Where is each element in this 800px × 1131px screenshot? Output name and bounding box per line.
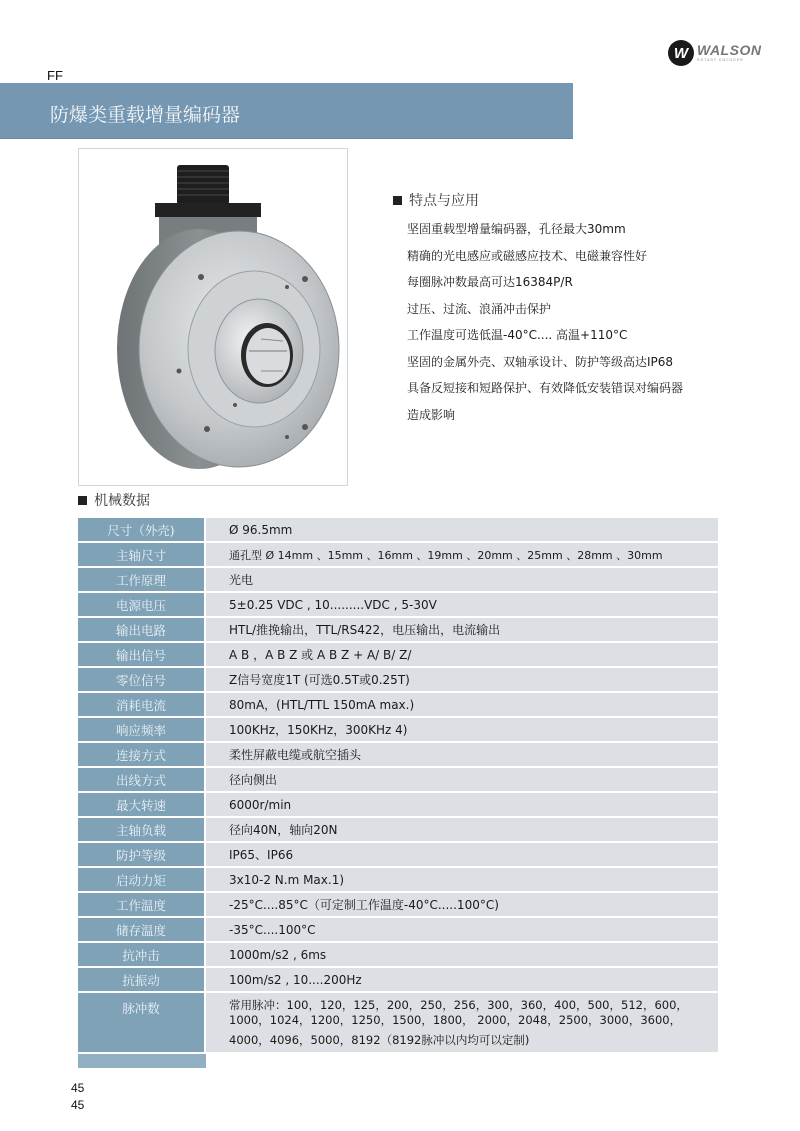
bullet-square-icon <box>393 196 402 205</box>
table-row <box>78 568 718 593</box>
spec-value: Ø 96.5mm <box>206 518 718 541</box>
spec-key: 脉冲数 <box>78 993 206 1052</box>
spec-value: 80mA，(HTL/TTL 150mA max.) <box>206 693 718 716</box>
pulse-line: 常用脉冲：100，120，125，200，250，256，300，360，400，500，512，600， <box>229 998 688 1012</box>
table-row <box>78 843 718 868</box>
pulse-line: 4000，4096，5000，8192（8192脉冲以内均可以定制) <box>229 1033 530 1047</box>
page-title: 防爆类重载增量编码器 <box>50 104 241 126</box>
page-number: 45 <box>71 1081 85 1095</box>
spec-value: 光电 <box>206 568 718 591</box>
spec-key: 抗冲击 <box>78 943 206 966</box>
table-row <box>78 668 718 693</box>
table-row <box>78 743 718 768</box>
table-row <box>78 643 718 668</box>
table-row <box>78 593 718 618</box>
spec-key: 消耗电流 <box>78 693 206 716</box>
spec-key: 抗振动 <box>78 968 206 991</box>
bullet-square-icon <box>78 496 87 505</box>
table-row <box>78 543 718 568</box>
spec-value: 100m/s2 , 10....200Hz <box>206 968 718 991</box>
spec-key: 响应频率 <box>78 718 206 741</box>
spec-value: 100KHz，150KHz，300KHz 4) <box>206 718 718 741</box>
mechanical-heading: 机械数据 <box>94 493 150 509</box>
spec-key: 防护等级 <box>78 843 206 866</box>
table-row <box>78 718 718 743</box>
table-row <box>78 518 718 543</box>
table-tail-decoration <box>78 1054 206 1068</box>
feature-item: 造成影响 <box>407 407 456 422</box>
encoder-illustration-icon <box>79 149 347 485</box>
feature-item: 具备反短接和短路保护、有效降低安装错误对编码器 <box>407 381 684 395</box>
feature-item: 过压、过流、浪涌冲击保护 <box>407 301 552 316</box>
spec-key: 启动力矩 <box>78 868 206 891</box>
table-row <box>78 893 718 918</box>
spec-value: 1000m/s2 , 6ms <box>206 943 718 966</box>
brand-subtitle: ROTARY ENCODER <box>697 58 744 63</box>
spec-key: 输出电路 <box>78 618 206 641</box>
table-row-pulse-count <box>78 993 718 1054</box>
spec-value: A B ，A B Z 或 A B Z + A/ B/ Z/ <box>206 643 718 666</box>
spec-value: 5±0.25 VDC , 10.........VDC , 5-30V <box>206 593 718 616</box>
feature-item: 精确的光电感应或磁感应技术、电磁兼容性好 <box>407 248 648 263</box>
brand-name: WALSON <box>697 42 762 59</box>
table-row <box>78 693 718 718</box>
spec-key: 出线方式 <box>78 768 206 791</box>
table-row <box>78 918 718 943</box>
spec-key: 连接方式 <box>78 743 206 766</box>
series-code: FF <box>47 68 63 83</box>
table-row <box>78 793 718 818</box>
spec-key: 工作原理 <box>78 568 206 591</box>
spec-key: 主轴尺寸 <box>78 543 206 566</box>
spec-value: 径向侧出 <box>206 768 718 791</box>
table-row <box>78 818 718 843</box>
walson-logo <box>668 40 761 66</box>
features-section <box>393 190 683 428</box>
feature-item: 坚固的金属外壳、双轴承设计、防护等级高达IP68 <box>407 354 674 369</box>
spec-key: 工作温度 <box>78 893 206 916</box>
spec-value: -25°C....85°C（可定制工作温度-40°C.....100°C) <box>206 893 718 916</box>
table-row <box>78 618 718 643</box>
pulse-line: 1000，1024，1200，1250，1500，1800， 2000，2048，2500，3000，3600， <box>229 1013 682 1027</box>
spec-value: HTL/推挽输出，TTL/RS422，电压输出，电流输出 <box>206 618 718 641</box>
table-row <box>78 768 718 793</box>
spec-key: 电源电压 <box>78 593 206 616</box>
spec-value: 通孔型 Ø 14mm 、15mm 、16mm 、19mm 、20mm 、25mm 、28mm 、30mm <box>206 543 718 566</box>
table-row <box>78 968 718 993</box>
spec-value: IP65、IP66 <box>206 843 718 866</box>
spec-value: -35°C....100°C <box>206 918 718 941</box>
spec-value: Z信号宽度1T (可选0.5T或0.25T) <box>206 668 718 691</box>
spec-value: 柔性屏蔽电缆或航空插头 <box>206 743 718 766</box>
spec-key: 输出信号 <box>78 643 206 666</box>
spec-key: 储存温度 <box>78 918 206 941</box>
spec-value: 径向40N，轴向20N <box>206 818 718 841</box>
spec-value: 6000r/min <box>206 793 718 816</box>
spec-key: 尺寸（外壳) <box>78 518 206 541</box>
feature-item: 坚固重载型增量编码器，孔径最大30mm <box>407 222 626 236</box>
spec-value: 3x10-2 N.m Max.1) <box>206 868 718 891</box>
mechanical-heading-row <box>78 490 150 510</box>
spec-key: 零位信号 <box>78 668 206 691</box>
spec-key: 最大转速 <box>78 793 206 816</box>
features-list <box>407 216 683 428</box>
walson-logo-icon: W <box>668 40 694 66</box>
feature-item: 工作温度可选低温-40°C.... 高温+110°C <box>407 328 628 342</box>
table-row <box>78 868 718 893</box>
table-row <box>78 943 718 968</box>
spec-table <box>78 518 718 1068</box>
page-number: 45 <box>71 1098 85 1112</box>
spec-value <box>206 993 718 1052</box>
title-band <box>0 83 573 139</box>
product-image <box>78 148 348 486</box>
feature-item: 每圈脉冲数最高可达16384P/R <box>407 275 573 289</box>
features-heading: 特点与应用 <box>409 193 479 209</box>
spec-key: 主轴负载 <box>78 818 206 841</box>
